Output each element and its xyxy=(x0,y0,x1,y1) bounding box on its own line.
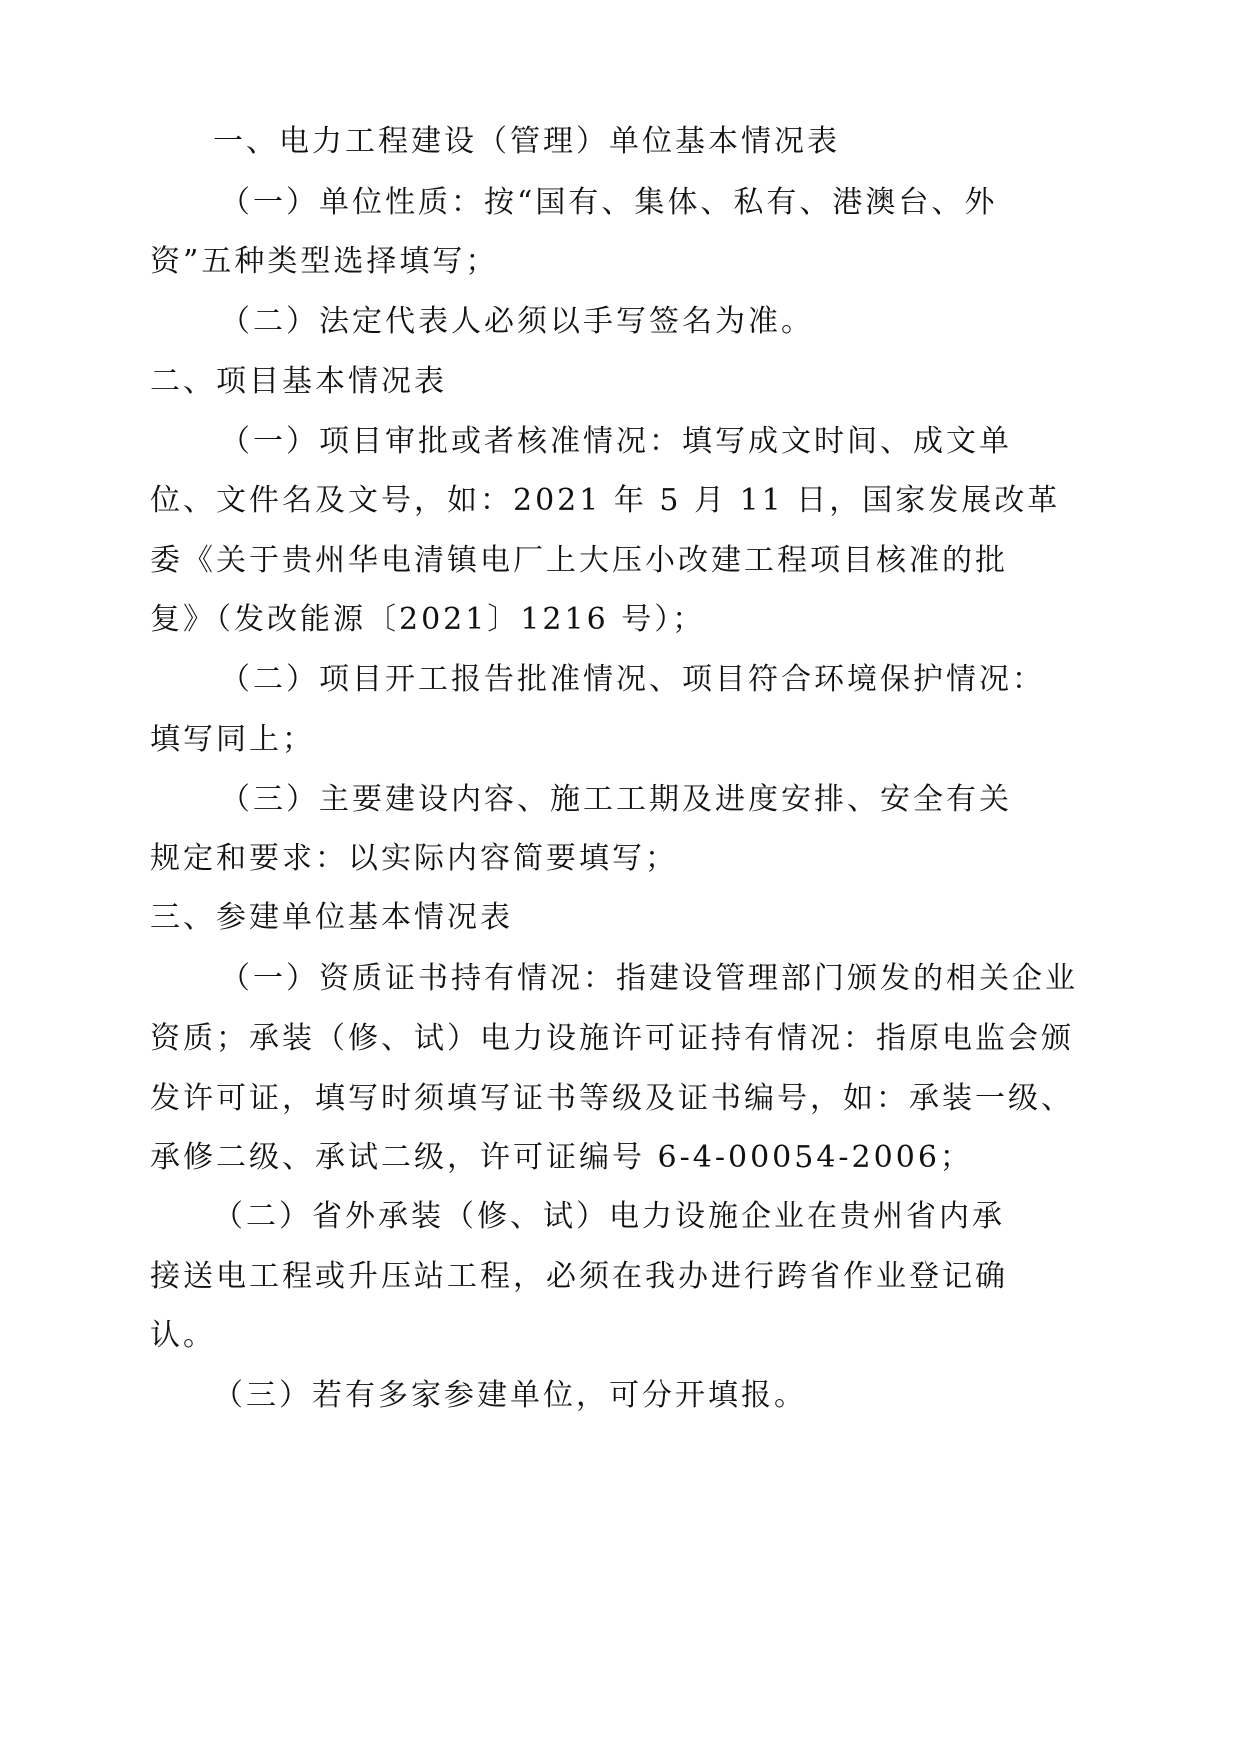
section-heading-2: 二、项目基本情况表 xyxy=(150,364,447,399)
paragraph-line: 认。 xyxy=(150,1318,216,1353)
paragraph-line: （一）项目审批或者核准情况：填写成文时间、成文单 xyxy=(220,424,1012,459)
paragraph-line: 规定和要求：以实际内容简要填写； xyxy=(150,841,678,876)
paragraph-line: 资质；承装（修、试）电力设施许可证持有情况：指原电监会颁 xyxy=(150,1021,1074,1056)
paragraph-line: 位、文件名及文号，如：2021 年 5 月 11 日，国家发展改革 xyxy=(150,483,1061,518)
paragraph-line: （一）单位性质：按“国有、集体、私有、港澳台、外 xyxy=(220,185,998,220)
paragraph-line: 发许可证，填写时须填写证书等级及证书编号，如：承装一级、 xyxy=(150,1081,1074,1116)
paragraph-line: 接送电工程或升压站工程，必须在我办进行跨省作业登记确 xyxy=(150,1259,1008,1294)
paragraph-line: 填写同上； xyxy=(150,722,315,757)
section-heading-1: 一、电力工程建设（管理）单位基本情况表 xyxy=(213,124,840,159)
paragraph-line: （三）若有多家参建单位，可分开填报。 xyxy=(213,1378,807,1413)
paragraph-line: 资”五种类型选择填写； xyxy=(150,244,499,279)
paragraph-line: （二）项目开工报告批准情况、项目符合环境保护情况： xyxy=(220,662,1045,697)
paragraph-line: 委《关于贵州华电清镇电厂上大压小改建工程项目核准的批 xyxy=(150,543,1008,578)
paragraph-line: （一）资质证书持有情况：指建设管理部门颁发的相关企业 xyxy=(220,961,1078,996)
paragraph-line: 复》（发改能源〔2021〕1216 号）； xyxy=(150,602,706,637)
paragraph-line: （三）主要建设内容、施工工期及进度安排、安全有关 xyxy=(220,782,1012,817)
paragraph-line: （二）法定代表人必须以手写签名为准。 xyxy=(220,304,814,339)
paragraph-line: 承修二级、承试二级，许可证编号 6-4-00054-2006； xyxy=(150,1140,973,1175)
section-heading-3: 三、参建单位基本情况表 xyxy=(150,900,513,935)
paragraph-line: （二）省外承装（修、试）电力设施企业在贵州省内承 xyxy=(213,1199,1005,1234)
